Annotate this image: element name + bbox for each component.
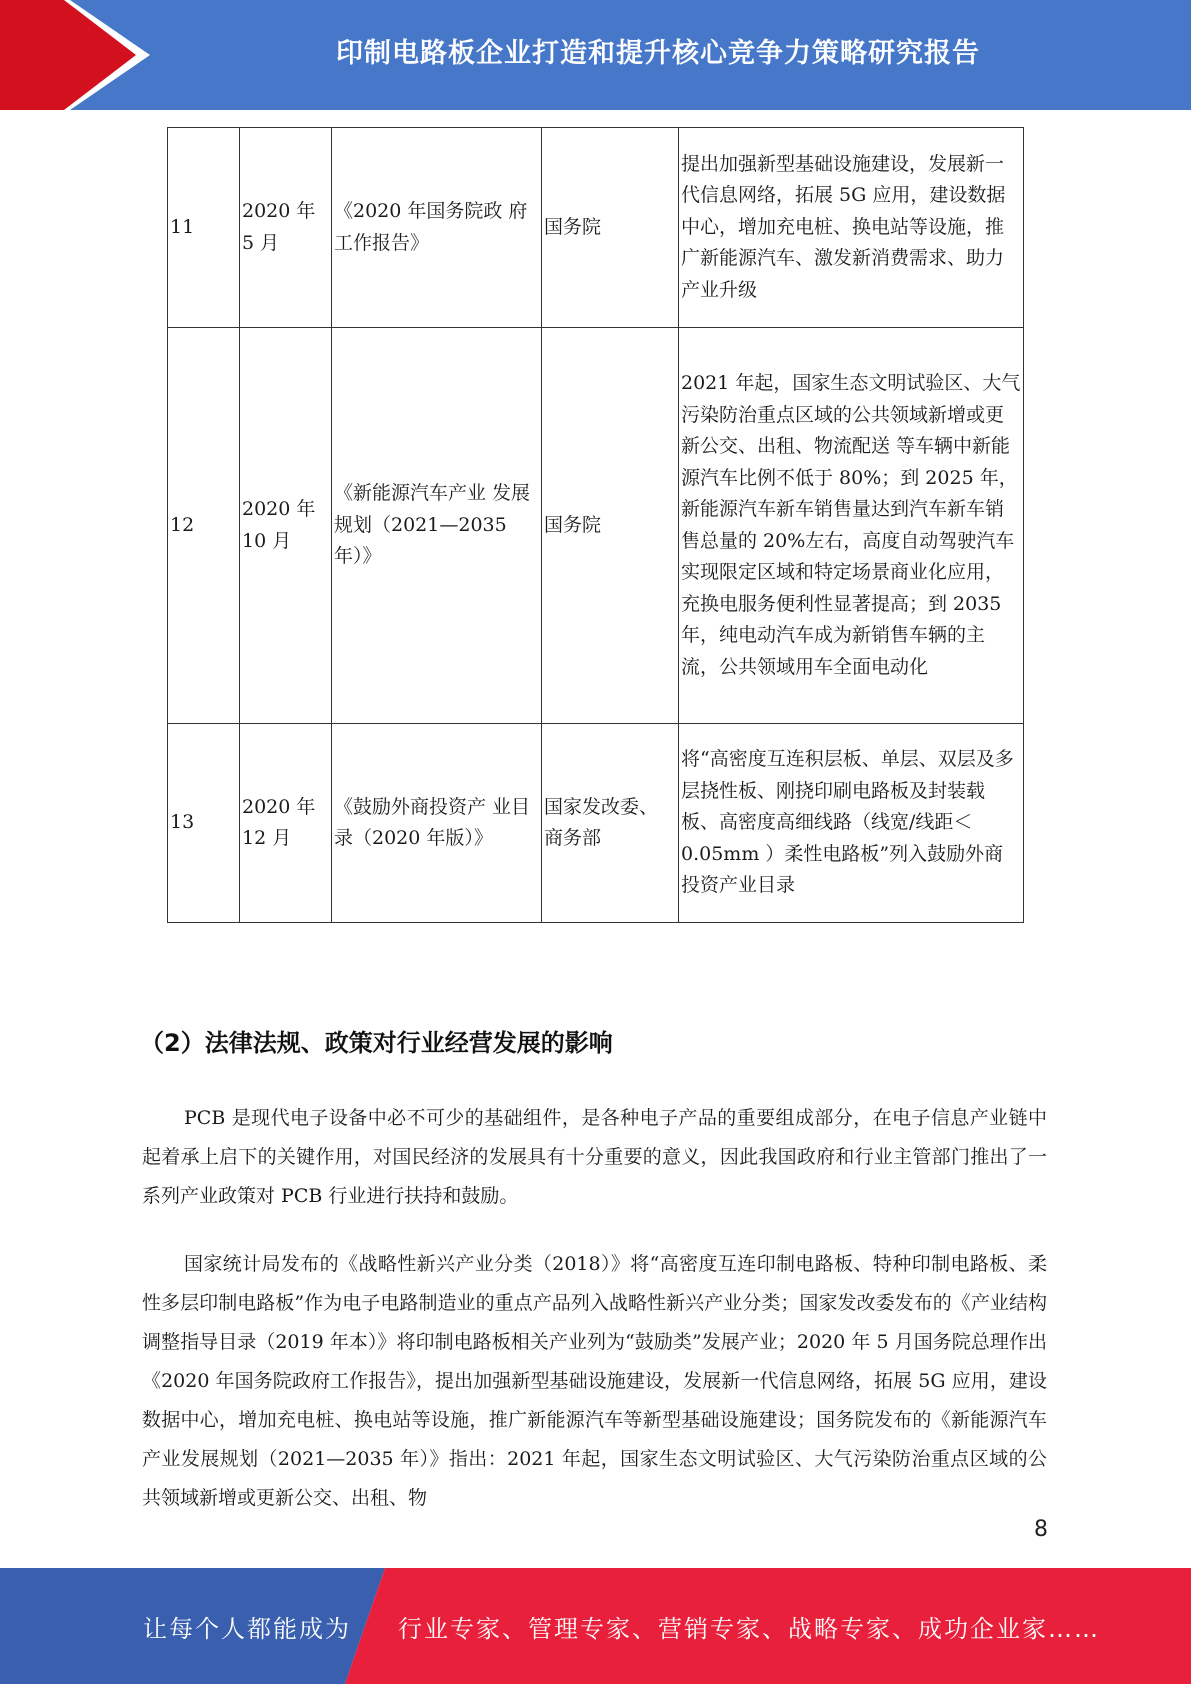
- row-document: 《新能源汽车产业 发展规划（2021—2035 年）》: [332, 328, 542, 724]
- policy-table: [167, 127, 1024, 923]
- row-issuer: 国务院: [542, 128, 679, 328]
- row-number: 11: [168, 128, 240, 328]
- report-title: 印制电路板企业打造和提升核心竞争力策略研究报告: [336, 37, 980, 69]
- table-row: [168, 328, 1024, 724]
- row-content: 将“高密度互连积层板、单层、双层及多层挠性板、刚挠印刷电路板及封装载板、高密度高细线路（线宽/线距＜0.05mm ）柔性电路板”列入鼓励外商投资产业目录: [679, 724, 1024, 923]
- row-issuer: 国务院: [542, 328, 679, 724]
- body-paragraph: 国家统计局发布的《战略性新兴产业分类（2018）》将“高密度互连印制电路板、特种印制电路板、柔性多层印制电路板”作为电子电路制造业的重点产品列入战略性新兴产业分类；国家发改委发布的《产业结构调整指导目录（2019 年本）》将印制电路板相关产业列为“鼓励类”发展产业；2020 年 5 月国务院总理作出《2020 年国务院政府工作报告》，提出加强新型基础设施建设，发展新一代信息网络，拓展 5G 应用，建设数据中心，增加充电桩、换电站等设施，推广新能源汽车等新型基础设施建设；国务院发布的《新能源汽车产业发展规划（2021—2035 年）》指出：2021 年起，国家生态文明试验区、大气污染防治重点区域的公共领域新增或更新公交、出租、物: [142, 1253, 1047, 1509]
- row-document: 《2020 年国务院政 府工作报告》: [332, 128, 542, 328]
- row-number: 12: [168, 328, 240, 724]
- row-content: 提出加强新型基础设施建设，发展新一代信息网络，拓展 5G 应用，建设数据中心，增加充电桩、换电站等设施，推广新能源汽车、激发新消费需求、助力产业升级: [679, 128, 1024, 328]
- footer-slogan-left: 让每个人都能成为: [143, 1614, 351, 1643]
- page-number: 8: [1034, 1517, 1048, 1542]
- row-content: 2021 年起，国家生态文明试验区、大气污染防治重点区域的公共领域新增或更新公交、出租、物流配送 等车辆中新能源汽车比例不低于 80%；到 2025 年，新能源汽车新车销售量达到汽车新车销售总量的 20%左右，高度自动驾驶汽车实现限定区域和特定场景商业化应用，充换电服务便利性显著提高；到 2035 年，纯电动汽车成为新销售车辆的主流，公共领域用车全面电动化: [679, 328, 1024, 724]
- table-row: [168, 128, 1024, 328]
- row-issuer: 国家发改委、商务部: [542, 724, 679, 923]
- header-arrow-decoration: [0, 0, 150, 110]
- table-row: [168, 724, 1024, 923]
- row-date: 2020 年 10 月: [240, 328, 332, 724]
- row-number: 13: [168, 724, 240, 923]
- body-paragraph: PCB 是现代电子设备中必不可少的基础组件，是各种电子产品的重要组成部分，在电子信息产业链中起着承上启下的关键作用，对国民经济的发展具有十分重要的意义，因此我国政府和行业主管部门推出了一系列产业政策对 PCB 行业进行扶持和鼓励。: [142, 1107, 1047, 1207]
- footer-slogan-right: 行业专家、管理专家、营销专家、战略专家、成功企业家……: [398, 1614, 1100, 1643]
- row-date: 2020 年 12 月: [240, 724, 332, 923]
- row-document: 《鼓励外商投资产 业目录（2020 年版）》: [332, 724, 542, 923]
- row-date: 2020 年 5 月: [240, 128, 332, 328]
- report-header: [0, 0, 1191, 110]
- section-heading: （2）法律法规、政策对行业经营发展的影响: [140, 1029, 613, 1057]
- report-footer: [0, 1568, 1191, 1684]
